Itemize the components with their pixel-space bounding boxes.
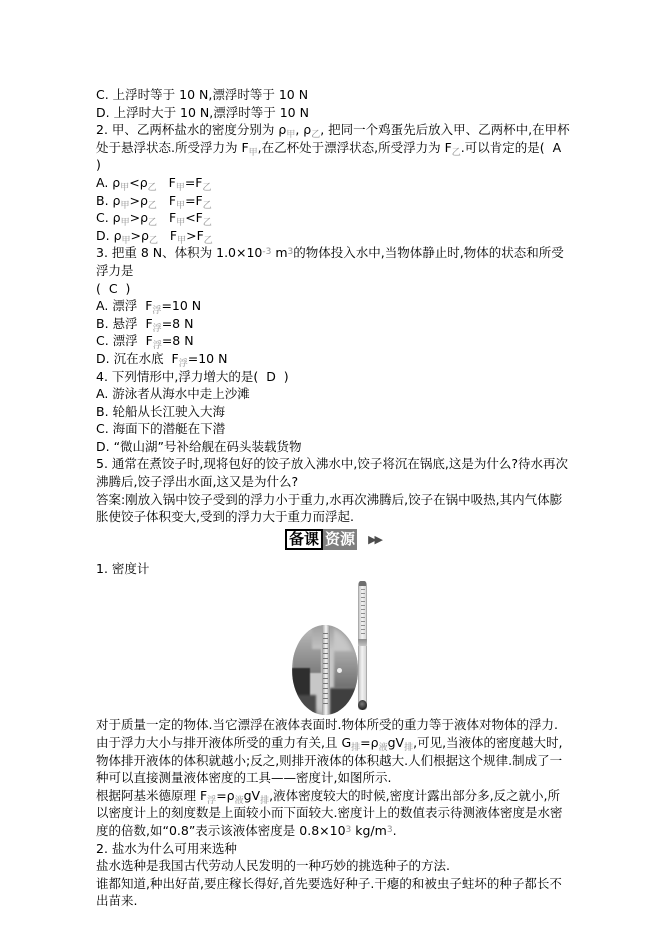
text-line: C. 上浮时等于 10 N,漂浮时等于 10 N [96, 87, 309, 102]
text-line: D. “微山湖”号补给舰在码头装载货物 [96, 438, 302, 454]
text-line: B. 悬浮 $F_浮=8$ N [96, 315, 194, 334]
questions-block [96, 86, 570, 526]
tube-bulb [358, 700, 367, 710]
tube-cap [359, 581, 366, 586]
resource-text-block [96, 716, 570, 910]
text-line: 盐水选种是我国古代劳动人民发明的一种巧妙的挑选种子的方法. [96, 858, 450, 874]
text-line: 2. 盐水为什么可用来选种 [96, 840, 237, 856]
text-line: 1. 密度计 [96, 560, 150, 576]
densimeter-title-block [96, 560, 570, 578]
text-line: D. 上浮时大于 10 N,漂浮时等于 10 N [96, 104, 309, 120]
text-line: A. 游泳者从海水中走上沙滩 [96, 386, 250, 402]
text-line: C. 漂浮 $F_浮=8$ N [96, 333, 194, 352]
double-arrow-icon: ▶▶ [368, 532, 382, 546]
text-line: 根据阿基米德原理 $F_浮=\rho_液gV_排$,液体密度较大的时候,密度计露出部分多,反之就小,所以密度计上的刻度数是上面较小而下面较大.密度计上的数值表示待测液体密度是水密度的倍数,如“0.8”表示该液体密度是 $0.8\times 10^3$ $kg/m^3$. [96, 787, 563, 838]
text-line: B. $\rho_甲>\rho_乙$ $F_甲=F_乙$ [96, 192, 212, 211]
text-line: D. 沉在水底 $F_浮=10$ N [96, 350, 228, 369]
text-line: ( C ) [96, 280, 131, 296]
text-line: A. 漂浮 $F_浮=10$ N [96, 298, 202, 317]
text-line: 5. 通常在煮饺子时,现将包好的饺子放入沸水中,饺子将沉在锅底,这是为什么?待水再次沸腾后,饺子浮出水面,这又是为什么? [96, 456, 568, 490]
text-line: 答案:刚放入锅中饺子受到的浮力小于重力,水再次沸腾后,饺子在锅中吸热,其内气体膨胀使饺子体积变大,受到的浮力大于重力而浮起. [96, 491, 563, 525]
resource-badge [285, 529, 357, 550]
text-line: B. 轮船从长江驶入大海 [96, 403, 226, 419]
densimeter-tube [358, 581, 367, 710]
text-line: 4. 下列情形中,浮力增大的是( D ) [96, 368, 289, 384]
densimeter-photo-oval [292, 625, 358, 715]
photo-detail [330, 688, 358, 715]
text-line: 谁都知道,种出好苗,要庄稼长得好,首先要选好种子.干瘪的和被虫子蛀坏的种子都长不出苗来. [96, 875, 562, 909]
text-line: 对于质量一定的物体.当它漂浮在液体表面时.物体所受的重力等于液体对物体的浮力.由于浮力大小与排开液体所受的重力有关,且 $G_排=\rho_液gV_排$,可见,当液体的密度越大时,物体排开液体的体积就越小;反之,则排开液体的体积越大.人们根据这个规律.制成了一种可以直接测量液体密度的工具——密度计,如图所示. [96, 717, 563, 786]
text-line: C. 海面下的潜艇在下潜 [96, 421, 226, 437]
tube-scale [361, 589, 365, 636]
text-line: 3. 把重 8 N、体积为 $1.0\times 10^{-3}$ $m^3$的物体投入水中,当物体静止时,物体的状态和所受浮力是 [96, 245, 564, 278]
photo-detail [295, 695, 316, 716]
densimeter-figure [96, 581, 570, 713]
text-line: C. $\rho_甲>\rho_乙$ $F_甲<F_乙$ [96, 210, 212, 229]
photo-detail [292, 668, 310, 699]
document-content [96, 86, 570, 910]
resource-badge-row [96, 529, 570, 551]
badge-beike-label: 备课 [285, 529, 323, 550]
text-line: 2. 甲、乙两杯盐水的密度分别为 $\rho_甲$, $\rho_乙$, 把同一个鸡蛋先后放入甲、乙两杯中,在甲杯处于悬浮状态.所受浮力为 $F_甲$,在乙杯处于漂浮状态,所受浮力为 $F_乙$.可以肯定的是( A ) [96, 122, 570, 173]
text-line: A. $\rho_甲<\rho_乙$ $F_甲=F_乙$ [96, 174, 212, 193]
photo-densimeter-scale [323, 633, 328, 705]
text-line: D. $\rho_甲>\rho_乙$ $F_甲>F_乙$ [96, 227, 213, 246]
badge-ziyuan-label: 资源 [324, 529, 355, 548]
tube-collar [358, 639, 367, 646]
